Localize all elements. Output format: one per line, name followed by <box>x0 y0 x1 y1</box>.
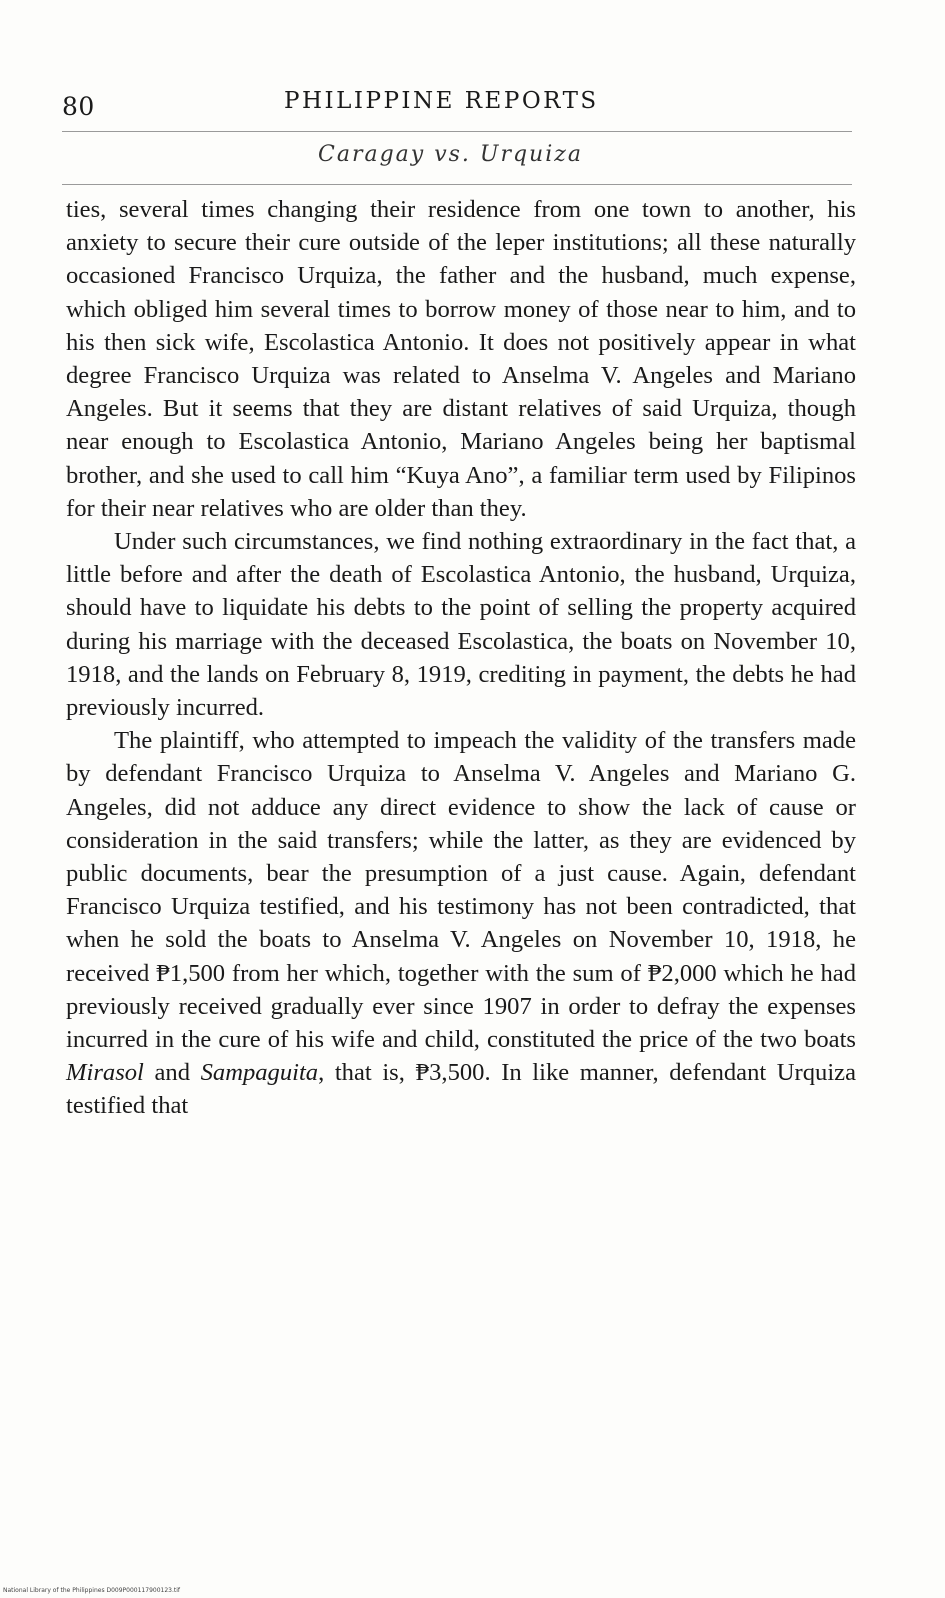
paragraph-plaintiff-text: The plaintiff, who attempted to impeach the validity of the transfers made by defendant Francisco Urquiza to Anselma V. Angeles and Mariano G. Angeles, did not adduce any direct evidence to show the lack of cause or consideration in the said transfers; while the latter, as they are evidenced by public documents, bear the presumption of a just cause. Again, defendant Francisco Urquiza testified, and his testimony has not been contradicted, that when he sold the boats to Anselma V. Angeles on November 10, 1918, he received ₱1,500 from her which, together with the sum of ₱2,000 which he had previously received gradually ever since 1907 in order to defray the expenses incurred in the cure of his wife and child, constituted the price of the two boats <box>66 727 856 1054</box>
scan-source-footer: National Library of the Philippines D009P000117900123.tif <box>3 1587 181 1594</box>
header-rule-top <box>62 131 852 132</box>
page-number: 80 <box>62 92 95 121</box>
paragraph-continued: ties, several times changing their residence from one town to another, his anxiety to secure their cure outside of the leper institutions; all these naturally occasioned Francisco Urquiza, the father and the husband, much expense, which obliged him several times to borrow money of those near to him, and to his then sick wife, Escolastica Antonio. It does not positively appear in what degree Francisco Urquiza was related to Anselma V. Angeles and Mariano Angeles. But it seems that they are distant relatives of said Urquiza, though near enough to Escolastica Antonio, Mariano Angeles being her baptismal brother, and she used to call him “Kuya Ano”, a familiar term used by Filipinos for their near relatives who are older than they. <box>66 196 856 522</box>
boat-name-mirasol: Mirasol <box>66 1059 144 1087</box>
boat-name-sampaguita: Sampaguita <box>200 1059 319 1087</box>
header-rule-bottom <box>62 184 852 185</box>
paragraph-plaintiff-end: , that is, ₱3,500. In like manner, defendant Urquiza testified that <box>66 1059 857 1120</box>
paragraph-circumstances: Under such circumstances, we find nothing extraordinary in the fact that, a little before and after the death of Escolastica Antonio, the husband, Urquiza, should have to liquidate his debts to the point of selling the property acquired during his marriage with the deceased Escolastica, the boats on November 10, 1918, and the lands on February 8, 1919, crediting in payment, the debts he had previously incurred. <box>66 528 856 722</box>
body-text <box>66 193 856 1123</box>
paragraph-plaintiff-and: and <box>143 1059 201 1087</box>
paragraph-plaintiff <box>66 724 856 1122</box>
running-head: PHILIPPINE REPORTS <box>284 88 599 114</box>
case-title: Caragay vs. Urquiza <box>318 142 583 167</box>
